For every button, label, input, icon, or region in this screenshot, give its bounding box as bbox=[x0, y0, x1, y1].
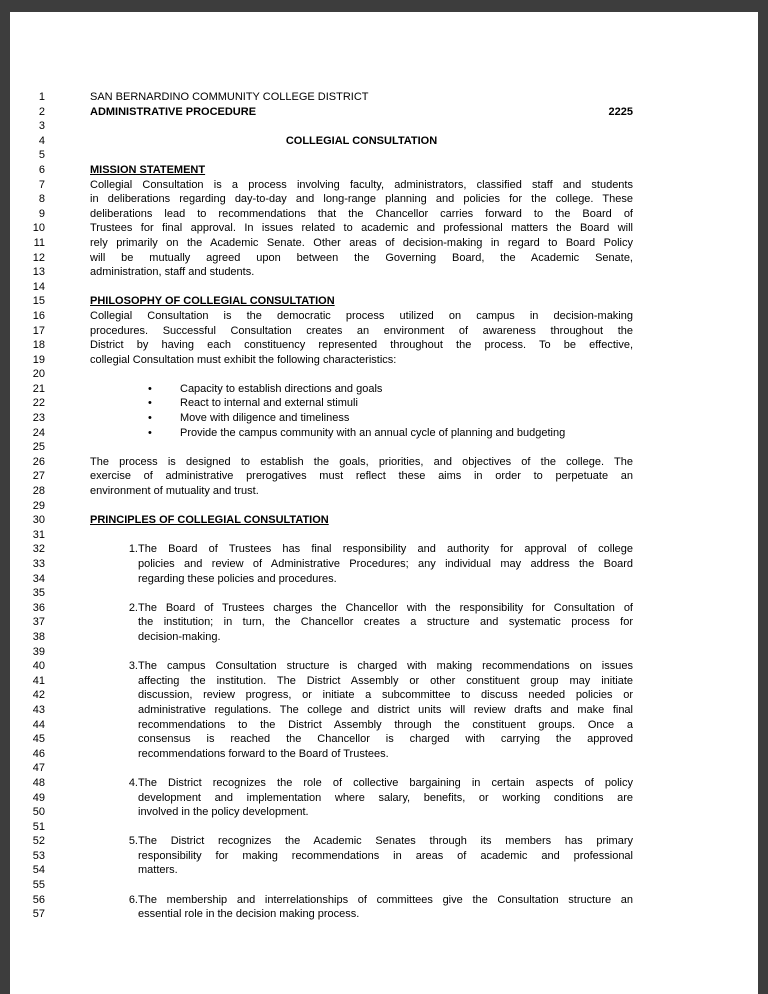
line-text: administrative regulations. The college and district units will review drafts and make final bbox=[138, 703, 633, 716]
bullet-icon: • bbox=[148, 397, 152, 410]
line-body bbox=[90, 396, 633, 411]
line-text: COLLEGIAL CONSULTATION bbox=[285, 134, 438, 147]
line-number: 19 bbox=[32, 353, 45, 366]
line-body bbox=[90, 615, 633, 630]
line-body bbox=[90, 382, 633, 397]
line-body bbox=[90, 134, 633, 149]
line-number: 13 bbox=[32, 266, 45, 279]
bullet-icon: • bbox=[148, 382, 152, 395]
document-line bbox=[10, 557, 758, 572]
line-number: 35 bbox=[32, 587, 45, 600]
line-body bbox=[90, 178, 633, 193]
line-number: 33 bbox=[32, 558, 45, 570]
document-line bbox=[10, 236, 758, 251]
line-text: environment of mutuality and trust. bbox=[90, 485, 259, 498]
line-body bbox=[90, 718, 633, 733]
line-number: 29 bbox=[32, 499, 45, 512]
line-number: 57 bbox=[32, 908, 45, 921]
document-line bbox=[10, 90, 758, 105]
line-number: 53 bbox=[32, 849, 45, 862]
document-line bbox=[10, 251, 758, 266]
document-line bbox=[10, 426, 758, 441]
line-number: 31 bbox=[32, 528, 45, 541]
document-line bbox=[10, 907, 758, 922]
line-text: PHILOSOPHY OF COLLEGIAL CONSULTATION bbox=[90, 295, 335, 308]
line-number: 15 bbox=[32, 295, 45, 308]
line-text: The campus Consultation structure is charged with making recommendations on issues bbox=[138, 660, 633, 673]
line-number: 8 bbox=[38, 193, 45, 206]
line-number: 40 bbox=[32, 660, 45, 673]
line-number: 14 bbox=[32, 280, 45, 293]
line-text: recommendations to the District Assembly through the constituent groups. Once a bbox=[138, 718, 633, 731]
line-text: Move with diligence and timeliness bbox=[180, 412, 350, 425]
item-number: 5. bbox=[128, 835, 138, 848]
document-line bbox=[10, 718, 758, 733]
line-body bbox=[90, 659, 633, 674]
line-number: 56 bbox=[32, 893, 45, 906]
line-text: Provide the campus community with an annual cycle of planning and budgeting bbox=[180, 426, 566, 439]
document-line bbox=[10, 499, 758, 514]
line-number: 28 bbox=[32, 485, 45, 498]
line-number: 1 bbox=[38, 91, 45, 103]
document-line bbox=[10, 469, 758, 484]
line-text: development and implementation where salary, benefits, or working conditions are bbox=[138, 791, 633, 804]
document-line bbox=[10, 367, 758, 382]
line-text: procedures. Successful Consultation creates an environment of awareness throughout the bbox=[90, 324, 633, 337]
line-number: 49 bbox=[32, 791, 45, 804]
line-number: 24 bbox=[32, 426, 45, 439]
document-line bbox=[10, 455, 758, 470]
line-text: The membership and interrelationships of committees give the Consultation structure an bbox=[138, 893, 633, 906]
document-line bbox=[10, 674, 758, 689]
line-text: responsibility for making recommendations in areas of academic and professional bbox=[138, 849, 633, 862]
line-number: 21 bbox=[32, 382, 45, 395]
document-line bbox=[10, 338, 758, 353]
line-number: 6 bbox=[38, 163, 45, 176]
line-body bbox=[90, 688, 633, 703]
item-number: 6. bbox=[128, 893, 138, 906]
line-text: The District recognizes the role of collective bargaining in certain aspects of policy bbox=[138, 776, 633, 789]
line-text: The process is designed to establish the goals, priorities, and objectives of the college. The bbox=[90, 455, 633, 468]
document-line bbox=[10, 688, 758, 703]
document-line bbox=[10, 761, 758, 776]
line-number: 55 bbox=[32, 879, 45, 892]
line-text: matters. bbox=[138, 864, 178, 877]
line-text: essential role in the decision making process. bbox=[138, 908, 360, 921]
line-number: 47 bbox=[32, 762, 45, 775]
line-text: Collegial Consultation is the democratic process utilized on campus in decision-making bbox=[90, 309, 633, 322]
line-text: decision-making. bbox=[138, 630, 221, 643]
line-number: 42 bbox=[32, 689, 45, 702]
line-number: 39 bbox=[32, 645, 45, 658]
line-body bbox=[90, 542, 633, 557]
line-text: Collegial Consultation is a process involving faculty, administrators, classified staff and students bbox=[90, 178, 633, 191]
document-line bbox=[10, 791, 758, 806]
line-body bbox=[90, 601, 633, 616]
line-text: Capacity to establish directions and goals bbox=[180, 382, 383, 395]
line-body bbox=[90, 455, 633, 470]
line-text: PRINCIPLES OF COLLEGIAL CONSULTATION bbox=[90, 514, 329, 527]
line-body bbox=[90, 805, 633, 820]
document-line bbox=[10, 105, 758, 120]
line-text: collegial Consultation must exhibit the following characteristics: bbox=[90, 353, 397, 366]
document-line bbox=[10, 645, 758, 660]
document-line bbox=[10, 192, 758, 207]
line-body bbox=[90, 907, 633, 922]
document-line bbox=[10, 878, 758, 893]
line-text: discussion, review progress, or initiate a subcommittee to discuss needed policies or bbox=[138, 689, 633, 702]
line-body bbox=[90, 338, 633, 353]
line-body bbox=[90, 324, 633, 339]
item-number: 3. bbox=[128, 660, 138, 673]
line-number: 18 bbox=[32, 339, 45, 352]
line-body bbox=[90, 630, 633, 645]
document-line bbox=[10, 513, 758, 528]
document-line bbox=[10, 119, 758, 134]
item-number: 1. bbox=[128, 543, 138, 556]
procedure-number: 2225 bbox=[608, 105, 633, 118]
document-line bbox=[10, 484, 758, 499]
document-line bbox=[10, 732, 758, 747]
line-body bbox=[90, 236, 633, 251]
line-number: 45 bbox=[32, 733, 45, 746]
line-number: 52 bbox=[32, 835, 45, 848]
document-line bbox=[10, 148, 758, 163]
line-number: 25 bbox=[32, 441, 45, 454]
document-line bbox=[10, 294, 758, 309]
line-text: policies and review of Administrative Procedures; any individual may address the Board bbox=[138, 558, 633, 570]
document-line bbox=[10, 586, 758, 601]
line-number: 30 bbox=[32, 514, 45, 527]
document-line bbox=[10, 834, 633, 849]
line-body bbox=[90, 192, 633, 207]
line-text: will be mutually agreed upon between the Governing Board, the Academic Senate, bbox=[90, 251, 633, 264]
line-number: 43 bbox=[32, 703, 45, 716]
document-line bbox=[10, 382, 758, 397]
line-body bbox=[90, 703, 633, 718]
line-text: District by having each constituency represented throughout the process. To be effective, bbox=[90, 339, 633, 352]
line-number: 11 bbox=[33, 236, 45, 249]
line-number: 10 bbox=[32, 222, 45, 235]
line-number: 9 bbox=[38, 207, 45, 220]
line-body bbox=[90, 572, 633, 587]
bullet-icon: • bbox=[148, 412, 152, 425]
document-line bbox=[10, 411, 758, 426]
line-number: 3 bbox=[38, 120, 45, 133]
line-text: involved in the policy development. bbox=[138, 806, 309, 819]
line-body bbox=[90, 791, 633, 806]
document-line bbox=[10, 776, 633, 791]
line-number: 46 bbox=[32, 747, 45, 760]
line-number: 54 bbox=[32, 864, 45, 877]
document-line bbox=[10, 324, 758, 339]
line-number: 22 bbox=[32, 397, 45, 410]
document-line bbox=[10, 265, 758, 280]
line-text: affecting the institution. The District Assembly or other constituent group may initiate bbox=[138, 674, 633, 687]
line-number: 16 bbox=[32, 309, 45, 322]
line-number: 51 bbox=[32, 820, 45, 833]
document-line bbox=[10, 805, 758, 820]
line-body bbox=[90, 90, 633, 105]
line-number: 32 bbox=[32, 543, 45, 556]
line-body bbox=[90, 469, 633, 484]
line-text: deliberations lead to recommendations that the Chancellor carries forward to the Board of bbox=[90, 207, 633, 220]
document-line bbox=[10, 309, 758, 324]
line-number: 4 bbox=[38, 134, 45, 147]
line-body bbox=[90, 776, 633, 791]
document-line bbox=[10, 863, 758, 878]
line-body bbox=[90, 207, 633, 222]
document-line bbox=[10, 893, 633, 908]
document-line bbox=[10, 207, 758, 222]
line-body bbox=[90, 105, 633, 120]
bullet-icon: • bbox=[148, 426, 152, 439]
line-body bbox=[90, 353, 633, 368]
line-number: 26 bbox=[32, 455, 45, 468]
document-line bbox=[10, 601, 633, 616]
line-text: exercise of administrative prerogatives must reflect these aims in order to perpetuate an bbox=[90, 470, 633, 483]
line-body bbox=[90, 411, 633, 426]
line-text: rely primarily on the Academic Senate. Other areas of decision-making in regard to Board Policy bbox=[90, 236, 633, 249]
document-content bbox=[10, 90, 758, 922]
line-text: MISSION STATEMENT bbox=[90, 163, 206, 176]
line-text: recommendations forward to the Board of Trustees. bbox=[138, 747, 389, 760]
document-line bbox=[10, 163, 758, 178]
line-body bbox=[90, 309, 633, 324]
line-body bbox=[90, 426, 633, 441]
line-body bbox=[90, 251, 633, 266]
document-line bbox=[10, 820, 758, 835]
document-line bbox=[10, 178, 758, 193]
line-body bbox=[90, 747, 633, 762]
document-line bbox=[10, 572, 758, 587]
document-line bbox=[10, 747, 758, 762]
line-body bbox=[90, 674, 633, 689]
line-body bbox=[90, 557, 633, 572]
document-line bbox=[10, 849, 758, 864]
document-line bbox=[10, 528, 758, 543]
line-text: The Board of Trustees charges the Chancellor with the responsibility for Consultation of bbox=[138, 601, 633, 614]
line-body bbox=[90, 294, 633, 309]
line-number: 17 bbox=[32, 324, 45, 337]
document-page bbox=[10, 12, 758, 994]
line-number: 44 bbox=[32, 718, 45, 731]
document-line bbox=[10, 280, 758, 295]
line-number: 41 bbox=[32, 674, 45, 687]
document-line bbox=[10, 134, 758, 149]
item-number: 2. bbox=[128, 601, 138, 614]
line-number: 2 bbox=[38, 105, 45, 118]
line-body bbox=[90, 513, 633, 528]
line-text: React to internal and external stimuli bbox=[180, 397, 358, 410]
line-text: Trustees for final approval. In issues related to academic and professional matters the Board will bbox=[90, 222, 633, 235]
line-number: 23 bbox=[32, 412, 45, 425]
line-number: 37 bbox=[32, 616, 45, 629]
line-text: in deliberations regarding day-to-day and long-range planning and policies for the college. These bbox=[90, 193, 633, 206]
document-line bbox=[10, 630, 758, 645]
line-body bbox=[90, 863, 633, 878]
line-text: The Board of Trustees has final responsibility and authority for approval of college bbox=[138, 543, 633, 556]
line-number: 12 bbox=[32, 251, 45, 264]
document-line bbox=[10, 440, 758, 455]
line-number: 36 bbox=[32, 601, 45, 614]
line-text: administration, staff and students. bbox=[90, 266, 255, 279]
line-number: 20 bbox=[32, 368, 45, 381]
document-line bbox=[10, 396, 758, 411]
line-body bbox=[90, 221, 633, 236]
line-text: the institution; in turn, the Chancellor creates a structure and systematic process for bbox=[138, 616, 633, 629]
line-body bbox=[90, 849, 633, 864]
line-number: 27 bbox=[32, 470, 45, 483]
line-body bbox=[90, 834, 633, 849]
line-number: 38 bbox=[32, 630, 45, 643]
line-text: regarding these policies and procedures. bbox=[138, 572, 337, 585]
line-text: The District recognizes the Academic Senates through its members has primary bbox=[138, 835, 633, 848]
line-body bbox=[90, 732, 633, 747]
line-body bbox=[90, 163, 633, 178]
document-line bbox=[10, 703, 758, 718]
line-number: 7 bbox=[38, 178, 45, 191]
line-body bbox=[90, 484, 633, 499]
line-text: SAN BERNARDINO COMMUNITY COLLEGE DISTRICT bbox=[90, 91, 369, 103]
line-text: consensus is reached the Chancellor is charged with carrying the approved bbox=[138, 733, 633, 746]
line-number: 5 bbox=[38, 149, 45, 162]
line-number: 50 bbox=[32, 806, 45, 819]
line-number: 34 bbox=[32, 572, 45, 585]
line-text: ADMINISTRATIVE PROCEDURE bbox=[90, 105, 257, 118]
document-line bbox=[10, 615, 758, 630]
document-line bbox=[10, 659, 633, 674]
item-number: 4. bbox=[128, 776, 138, 789]
line-body bbox=[90, 265, 633, 280]
document-line bbox=[10, 221, 758, 236]
document-line bbox=[10, 542, 633, 557]
document-line bbox=[10, 353, 758, 368]
line-number: 48 bbox=[32, 776, 45, 789]
line-body bbox=[90, 893, 633, 908]
